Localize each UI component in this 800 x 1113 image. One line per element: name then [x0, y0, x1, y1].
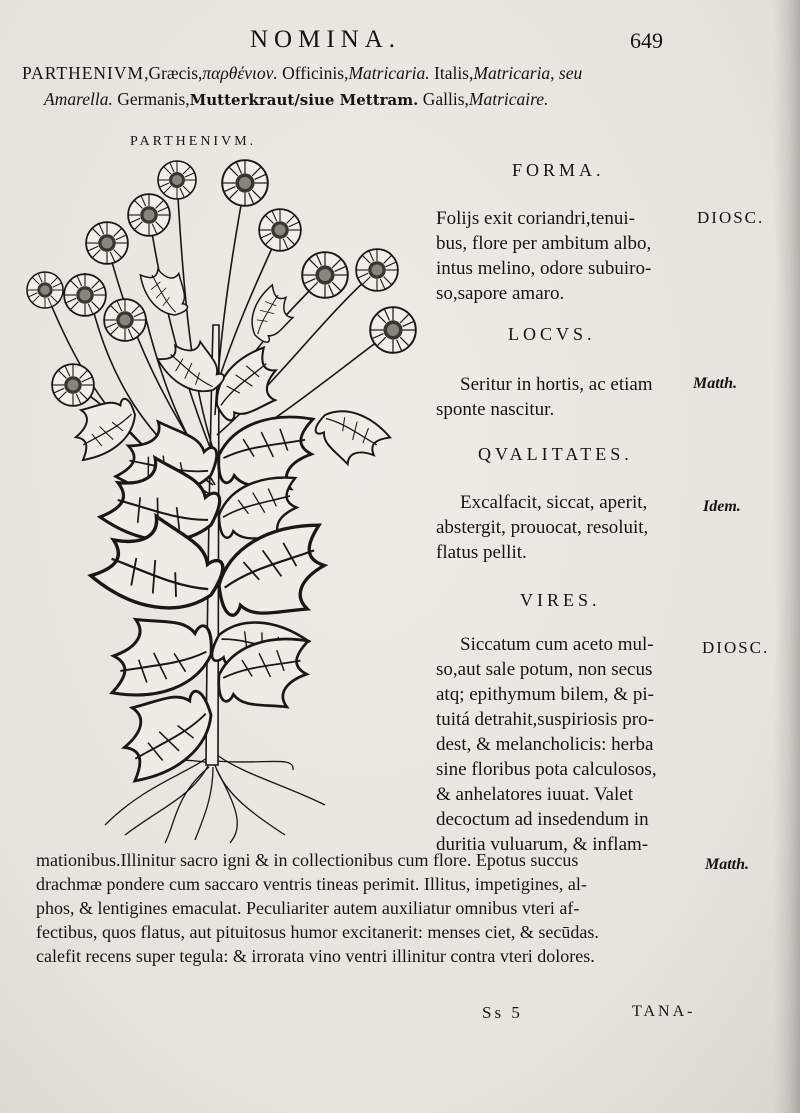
page-number: 649 — [630, 28, 663, 53]
forma-line: so,sapore amaro. — [436, 283, 565, 304]
signature-mark: Ss 5 — [482, 1003, 523, 1022]
greek-name: παρθένιον. — [202, 63, 278, 83]
vires-line: so,aut sale potum, non secus — [436, 659, 653, 680]
forma-line: intus melino, odore subuiro- — [436, 258, 652, 279]
section-text-qualitates — [436, 490, 648, 565]
catchword: TANA- — [632, 1003, 696, 1020]
qualitates-line: abstergit, prouocat, resoluit, — [436, 517, 649, 538]
vires-line: atq; epithymum bilem, & pi- — [436, 684, 654, 705]
section-text-vires — [436, 632, 657, 857]
names-line-2 — [22, 86, 722, 113]
section-heading-forma: FORMA. — [512, 160, 605, 180]
continued-line: phos, & lentigines emaculat. Peculiariter autem auxiliatur omnibus vteri af- — [36, 898, 580, 918]
running-title: NOMINA. — [250, 26, 402, 53]
section-text-forma — [436, 206, 651, 306]
margin-note-qualitates: Idem. — [703, 498, 741, 515]
page-edge-shadow — [774, 0, 800, 1113]
illustration-caption: PARTHENIVM. — [130, 134, 257, 149]
forma-line: Folijs exit coriandri,tenui- — [436, 208, 635, 229]
vires-line: dest, & melancholicis: herba — [436, 734, 654, 755]
qualitates-line: Excalfacit, siccat, aperit, — [460, 492, 648, 513]
continued-line: fectibus, quos flatus, aut pituitosus humor excitanerit: menses ciet, & secūdas. — [36, 922, 599, 942]
margin-note-forma: DIOSC. — [697, 208, 765, 227]
officinis-label: Officinis, — [282, 63, 349, 83]
continued-line: drachmæ pondere cum saccaro ventris tineas perimit. Illitus, impetigines, al- — [36, 874, 587, 894]
vires-line: tuitá detrahit,suspiriosis pro- — [436, 709, 654, 730]
vires-line: duritia vuluarum, & inflam- — [436, 834, 649, 855]
graecis-label: ,Græcis, — [144, 63, 203, 83]
gallis-value: Matricaire. — [468, 89, 549, 109]
section-heading-vires: VIRES. — [520, 590, 601, 610]
germanis-label: Germanis, — [117, 89, 190, 109]
italis-label: Italis, — [434, 63, 474, 83]
locus-line: Seritur in hortis, ac etiam — [460, 374, 653, 395]
qualitates-line: flatus pellit. — [436, 542, 527, 563]
vires-line: Siccatum cum aceto mul- — [460, 634, 654, 655]
section-heading-locus: LOCVS. — [508, 324, 596, 344]
parthenium-woodcut-illustration — [25, 155, 440, 845]
vires-line: & anhelatores iuuat. Valet — [436, 784, 633, 805]
section-heading-qualitates: QVALITATES. — [478, 444, 633, 464]
parthenium-name: PARTHENIVM — [22, 63, 145, 83]
vires-line: decoctum ad insedendum in — [436, 809, 649, 830]
locus-line: sponte nascitur. — [436, 399, 555, 420]
germanis-value: Mutterkraut/siue Mettram. — [189, 91, 419, 109]
continued-paragraph — [36, 848, 726, 968]
continued-line: mationibus.Illinitur sacro igni & in collectionibus cum flore. Epotus succus — [36, 850, 579, 870]
amarella-name: Amarella. — [44, 89, 113, 109]
forma-line: bus, flore per ambitum albo, — [436, 233, 652, 254]
margin-note-vires: DIOSC. — [702, 638, 770, 657]
gallis-label: Gallis, — [422, 89, 469, 109]
continued-line: calefit recens super tegula: & irrorata vino ventri illinitur contra vteri dolores. — [36, 946, 595, 966]
italis-value: Matricaria, seu — [473, 63, 583, 83]
margin-note-continued: Matth. — [705, 856, 750, 873]
section-text-locus — [436, 372, 653, 422]
names-paragraph — [22, 60, 722, 113]
officinis-value: Matricaria. — [348, 63, 430, 83]
vires-line: sine floribus pota calculosos, — [436, 759, 657, 780]
margin-note-locus: Matth. — [693, 375, 738, 392]
names-line-1 — [22, 60, 722, 86]
